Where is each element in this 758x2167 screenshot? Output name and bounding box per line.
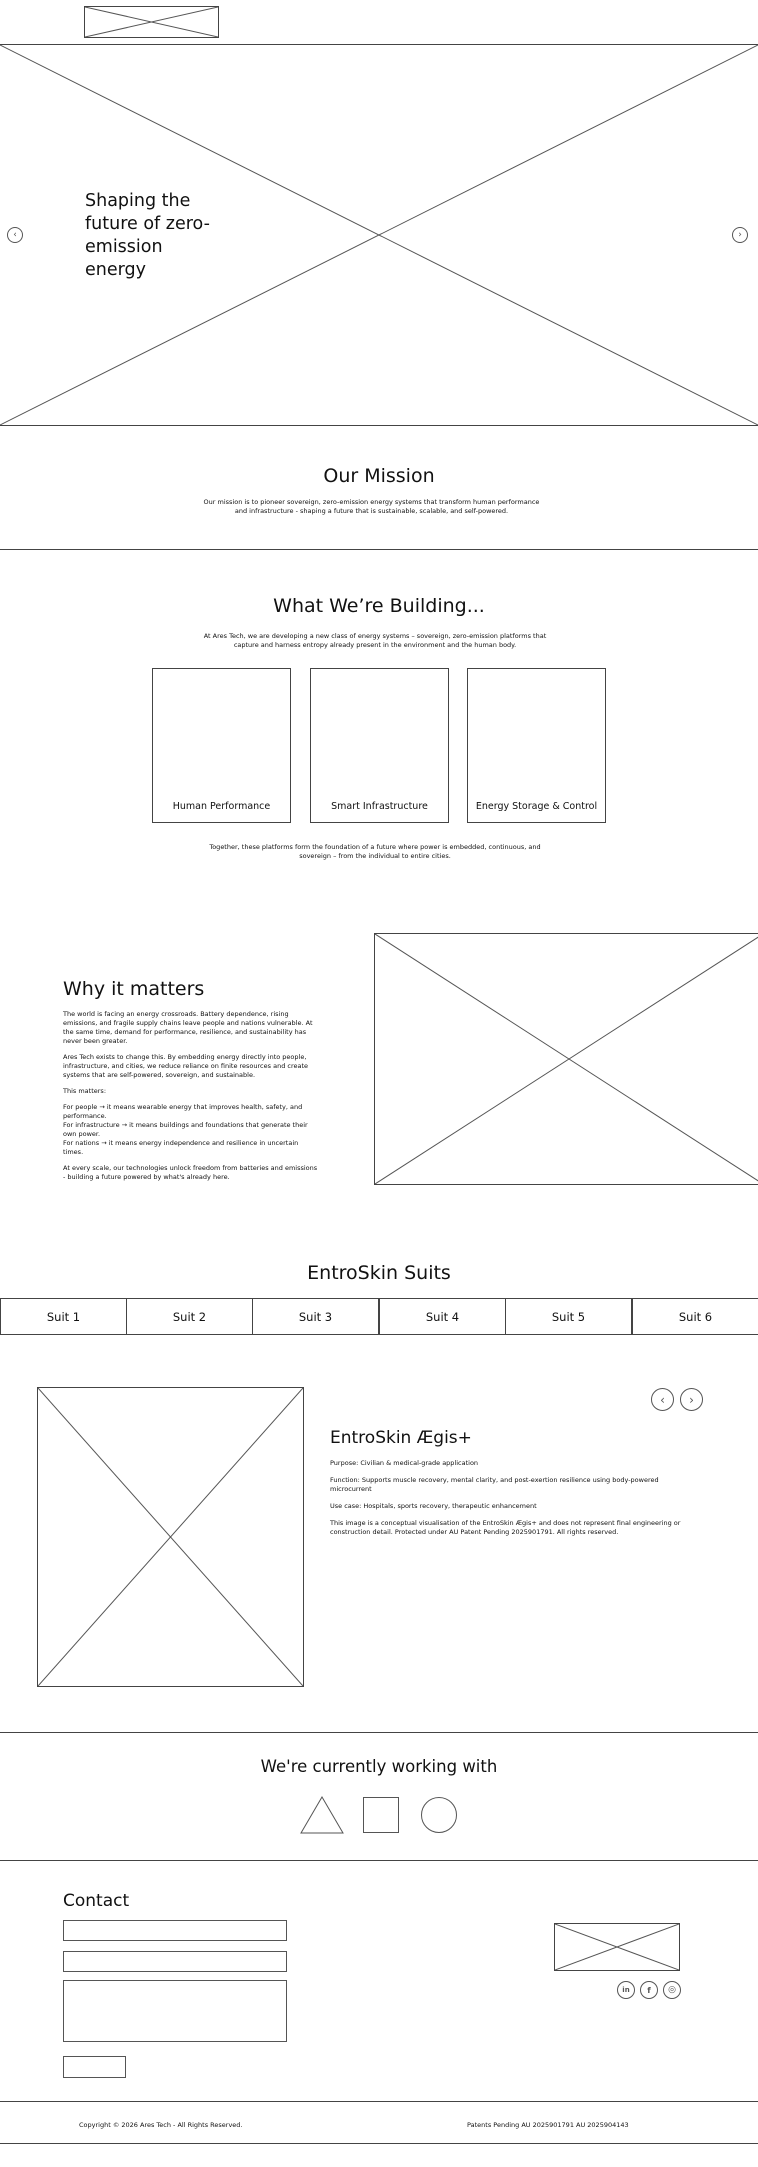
why-list-item: For nations → it means energy independence and resilience in uncertain times. [63,1139,299,1156]
tab-suit-1[interactable]: Suit 1 [0,1298,127,1335]
name-field[interactable] [63,1920,287,1941]
suit-image-placeholder [37,1387,304,1687]
chevron-right-icon[interactable]: › [732,227,748,243]
divider [0,2143,758,2144]
tab-suit-2[interactable]: Suit 2 [126,1298,253,1335]
why-list [63,1103,319,1157]
building-outro: Together, these platforms form the foundation of a future where power is embedded, continuous, and sovereign – from the individual to entire cities. [209,843,541,860]
hero-title: Shaping the future of zero-emission energy [85,191,210,280]
card-smart-infrastructure[interactable] [310,668,449,823]
message-field[interactable] [63,1980,287,2042]
contact-image-placeholder [554,1923,680,1971]
contact-title: Contact [63,1891,130,1911]
submit-button[interactable] [63,2056,126,2078]
suit-name: EntroSkin Ægis+ [330,1428,472,1448]
partners-title: We're currently working with [260,1757,498,1776]
chevron-right-icon[interactable]: › [680,1388,703,1411]
logo-placeholder-icon[interactable] [84,6,219,38]
building-intro: At Ares Tech, we are developing a new class of energy systems – sovereign, zero-emission platforms that capture and harness entropy already present in the environment and the human body. [203,632,547,649]
chevron-left-icon[interactable]: ‹ [7,227,23,243]
why-title: Why it matters [63,978,205,1000]
card-label: Human Performance [172,801,271,812]
divider [0,1732,758,1733]
suits-title: EntroSkin Suits [307,1262,451,1284]
email-field[interactable] [63,1951,287,1972]
suit-purpose: Purpose: Civilian & medical-grade application [330,1459,479,1467]
copyright-text: Copyright © 2026 Ares Tech - All Rights Reserved. [79,2121,243,2129]
card-label: Smart Infrastructure [331,801,428,812]
divider [0,549,758,550]
patents-text: Patents Pending AU 2025901791 AU 2025904143 [467,2121,629,2129]
why-image-placeholder [374,933,758,1185]
chevron-left-icon[interactable]: ‹ [651,1388,674,1411]
why-paragraph: This matters: [63,1087,107,1095]
instagram-icon[interactable]: ◎ [663,1981,681,1999]
card-label: Energy Storage & Control [475,801,598,812]
card-energy-storage[interactable] [467,668,606,823]
why-paragraph: The world is facing an energy crossroads. Battery dependence, rising emissions, and fragile supply chains leave people and nations vulnerable. At the same time, demand for performance, resilience, and sustainability has never been greater. [63,1010,313,1045]
why-list-item: For infrastructure → it means buildings and foundations that generate their own power. [63,1121,308,1138]
suit-use-case: Use case: Hospitals, sports recovery, therapeutic enhancement [330,1502,537,1510]
tab-suit-3[interactable]: Suit 3 [252,1298,379,1335]
square-icon [363,1797,399,1833]
tab-suit-5[interactable]: Suit 5 [505,1298,632,1335]
suit-details [330,1459,690,1544]
divider [0,1860,758,1861]
card-human-performance[interactable] [152,668,291,823]
tab-suit-6[interactable]: Suit 6 [632,1298,758,1335]
tab-suit-4[interactable]: Suit 4 [379,1298,506,1335]
mission-text: Our mission is to pioneer sovereign, zero-emission energy systems that transform human performance and infrastructure - shaping a future that is sustainable, scalable, and self-powered. [203,498,540,515]
mission-title: Our Mission [323,465,435,487]
why-paragraph: At every scale, our technologies unlock freedom from batteries and emissions - building a future powered by what's already here. [63,1164,318,1181]
facebook-icon[interactable]: f [640,1981,658,1999]
divider [0,2101,758,2102]
why-list-item: For people → it means wearable energy that improves health, safety, and performance. [63,1103,303,1120]
suit-disclaimer: This image is a conceptual visualisation of the EntroSkin Ægis+ and does not represent final engineering or construction detail. Protected under AU Patent Pending 2025901791. All rights reserved. [330,1519,681,1536]
triangle-icon [300,1796,344,1834]
linkedin-icon[interactable]: in [617,1981,635,1999]
why-body [63,1010,319,1189]
suit-function: Function: Supports muscle recovery, mental clarity, and post-exertion resilience using body-powered microcurrent [330,1476,659,1493]
why-paragraph: Ares Tech exists to change this. By embedding energy directly into people, infrastructure, and cities, we reduce reliance on finite resources and create systems that are self-powered, sovereign, and sustainable. [63,1053,309,1079]
circle-icon [421,1797,457,1833]
building-title: What We’re Building... [273,595,485,617]
